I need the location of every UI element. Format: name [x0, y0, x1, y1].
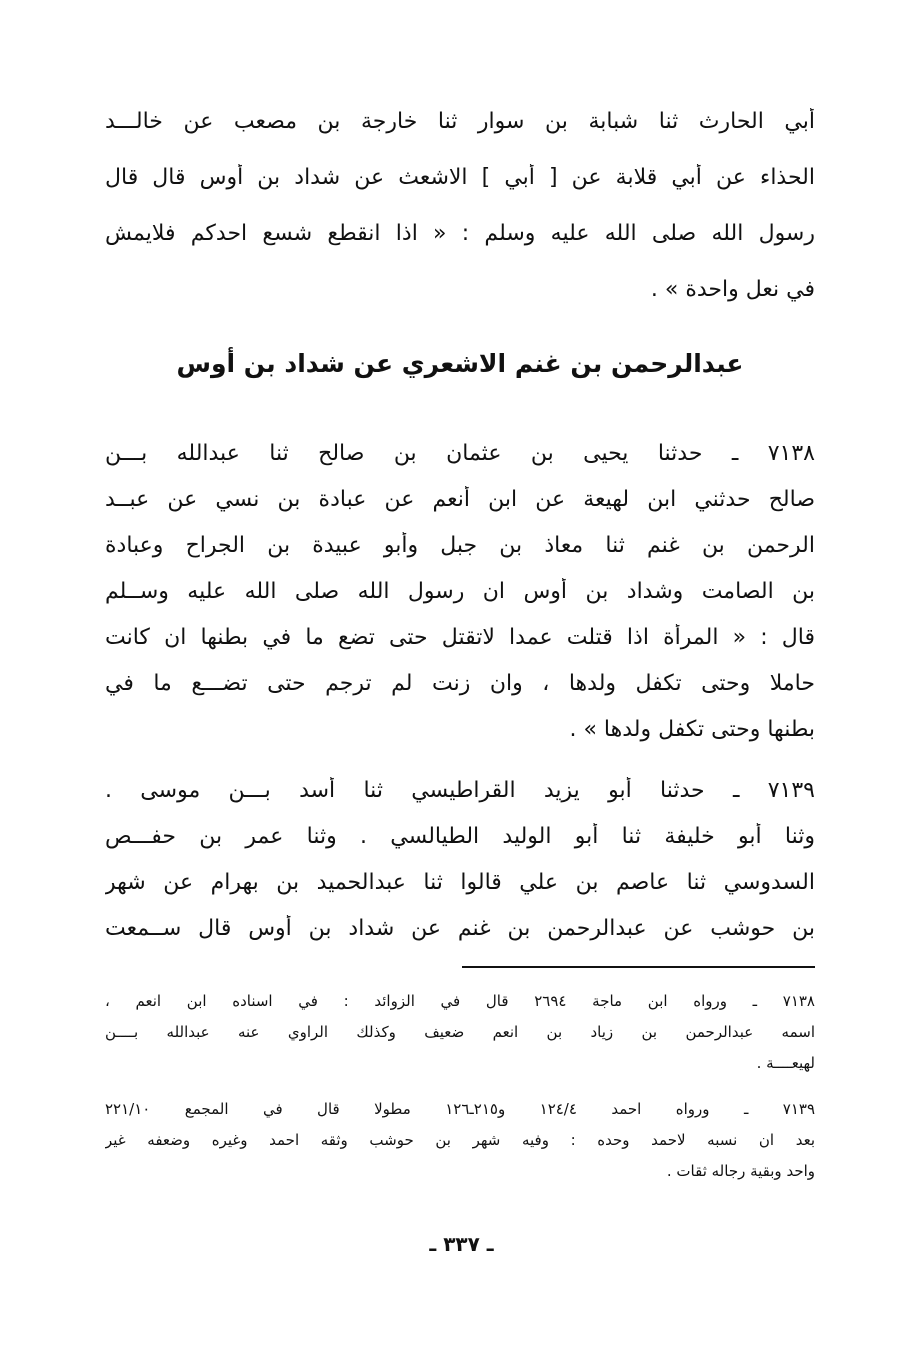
- hadith-7138: [105, 440, 815, 762]
- text-line: قال : « المرأة اذا قتلت عمدا لاتقتل حتى تضع ما في بطنها ان كانت: [105, 625, 815, 650]
- footnote-line: واحد وبقية رجاله ثقات .: [666, 1162, 815, 1180]
- footnote-line: اسمه عبدالرحمن بن زياد بن انعم ضعيف وكذلك الراوي عنه عبدالله بــــن: [105, 1023, 815, 1041]
- footnote-7138: [105, 992, 815, 1085]
- text-line: بطنها وحتى تكفل ولدها » .: [569, 717, 815, 742]
- footnote-7139: [105, 1100, 815, 1193]
- hadith-7139: [105, 777, 815, 961]
- page-number: ـ ٣٣٧ ـ: [429, 1232, 494, 1256]
- paragraph-continuation: [105, 108, 815, 332]
- text-line: أبي الحارث ثنا شبابة بن سوار ثنا خارجة بن مصعب عن خالـــد: [105, 109, 815, 134]
- text-line: في نعل واحدة » .: [650, 277, 815, 302]
- text-line: السدوسي ثنا عاصم بن علي قالوا ثنا عبدالحميد بن بهرام عن شهر: [105, 870, 815, 895]
- text-line: صالح حدثني ابن لهيعة عن ابن أنعم عن عبادة بن نسي عن عبــد: [105, 487, 815, 512]
- footnote-line: ٧١٣٩ ـ ورواه احمد ١٢٤/٤ و٢١٥ـ١٢٦ مطولا قال في المجمع ٢٢١/١٠: [105, 1100, 815, 1118]
- section-heading: عبدالرحمن بن غنم الاشعري عن شداد بن أوس: [176, 349, 744, 378]
- text-line: ٧١٣٩ ـ حدثنا أبو يزيد القراطيسي ثنا أسد بـــن موسى .: [105, 778, 815, 803]
- footnote-line: ٧١٣٨ ـ ورواه ابن ماجة ٢٦٩٤ قال في الزوائد : في اسناده ابن انعم ،: [105, 992, 815, 1010]
- footnote-divider: [462, 966, 815, 968]
- text-line: الحذاء عن أبي قلابة عن [ أبي ] الاشعث عن شداد بن أوس قال قال: [105, 165, 815, 190]
- text-line: حاملا وحتى تكفل ولدها ، وان زنت لم ترجم حتى تضـــع ما في: [105, 671, 815, 696]
- footnote-line: بعد ان نسبه لاحمد وحده : وفيه شهر بن حوشب وثقه احمد وغيره وضعفه غير: [105, 1131, 815, 1149]
- text-line: رسول الله صلى الله عليه وسلم : « اذا انقطع شسع احدكم فلايمش: [105, 221, 815, 246]
- text-line: وثنا أبو خليفة ثنا أبو الوليد الطيالسي . وثنا عمر بن حفـــص: [105, 824, 815, 849]
- text-line: بن حوشب عن عبدالرحمن بن غنم عن شداد بن أوس قال ســمعت: [105, 916, 815, 941]
- footnote-line: لهيعــــة .: [756, 1054, 815, 1072]
- text-line: بن الصامت وشداد بن أوس ان رسول الله صلى الله عليه وســلم: [105, 579, 815, 604]
- text-line: الرحمن بن غنم ثنا معاذ بن جبل وأبو عبيدة بن الجراح وعبادة: [105, 533, 815, 558]
- text-line: ٧١٣٨ ـ حدثنا يحيى بن عثمان بن صالح ثنا عبدالله بـــن: [105, 441, 815, 466]
